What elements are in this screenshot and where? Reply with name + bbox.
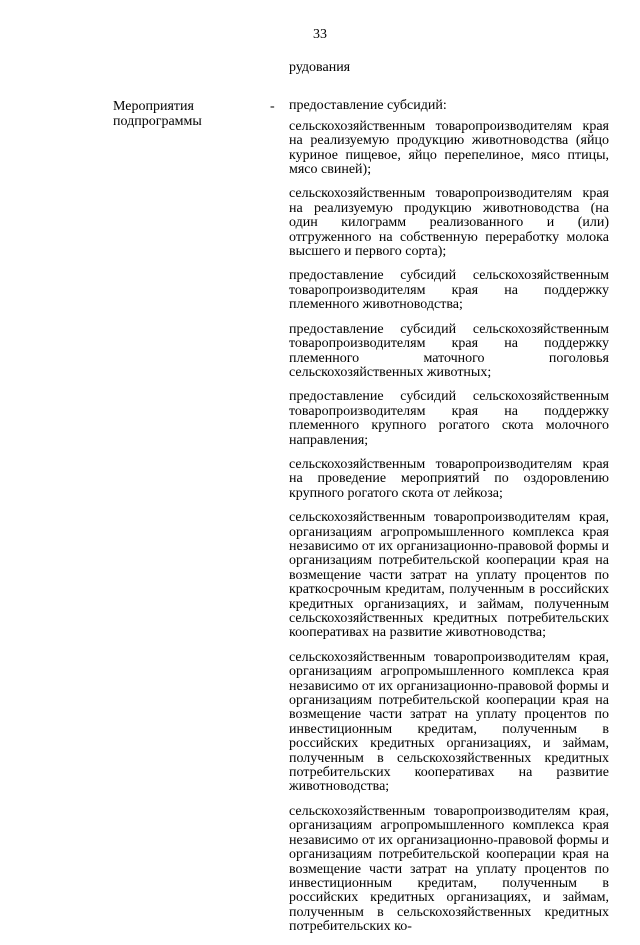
list-item: сельскохозяйственным товаропроизводителям края на реализуемую продукцию животноводства (на один килограмм реализованного и (или) отгруженного на собственную переработку молока высшего и первого сорта);: [289, 186, 609, 260]
intro-text: предоставление субсидий:: [289, 98, 447, 114]
continuation-text: рудования: [289, 60, 351, 75]
list-item: сельскохозяйственным товаропроизводителям края на проведение мероприятий по оздоровлению крупного рогатого скота от лейкоза;: [289, 456, 609, 501]
row-content: [289, 61, 609, 945]
list-item: сельскохозяйственным товаропроизводителям края, организациям агропромышленного комплекса края независимо от их организационно-правовой формы и организациям потребительской кооперации края на возмещение части затрат на уплату процентов по инвестиционным кредитам, полученным в российских кредитных организациях, и займам, полученным в сельскохозяйственных кредитных потребительских ко-: [289, 803, 609, 935]
list-item: сельскохозяйственным товаропроизводителям края на реализуемую продукцию животноводства (яйцо куриное пищевое, яйцо перепелиное, мясо птицы, мясо свиней);: [289, 118, 609, 178]
list-item: предоставление субсидий сельскохозяйственным товаропроизводителям края на поддержку племенного маточного поголовья сельскохозяйственных животных;: [289, 321, 609, 380]
row-label: Мероприятия подпрограммы: [113, 99, 202, 129]
page-number: 33: [313, 27, 327, 42]
list-item: сельскохозяйственным товаропроизводителям края, организациям агропромышленного комплекса края независимо от их организационно-правовой формы и организациям потребительской кооперации края на возмещение части затрат на уплату процентов по инвестиционным кредитам, полученным в российских кредитных организациях, и займам, полученным в сельскохозяйственных кредитных потребительских кооперативах на развитие животноводства;: [289, 649, 609, 795]
row-dash: -: [270, 99, 275, 114]
list-item: предоставление субсидий сельскохозяйственным товаропроизводителям края на поддержку племенного крупного рогатого скота молочного направления;: [289, 389, 609, 448]
list-item: сельскохозяйственным товаропроизводителям края, организациям агропромышленного комплекса края независимо от их организационно-правовой формы и организациям потребительской кооперации края на возмещение части затрат на уплату процентов по краткосрочным кредитам, полученным в российских кредитных организациях, и займам, полученным сельскохозяйственных кредитных потребительских кооперативах на развитие животноводства;: [289, 510, 609, 641]
list-item: предоставление субсидий сельскохозяйственным товаропроизводителям края на поддержку племенного животноводства;: [289, 268, 609, 313]
